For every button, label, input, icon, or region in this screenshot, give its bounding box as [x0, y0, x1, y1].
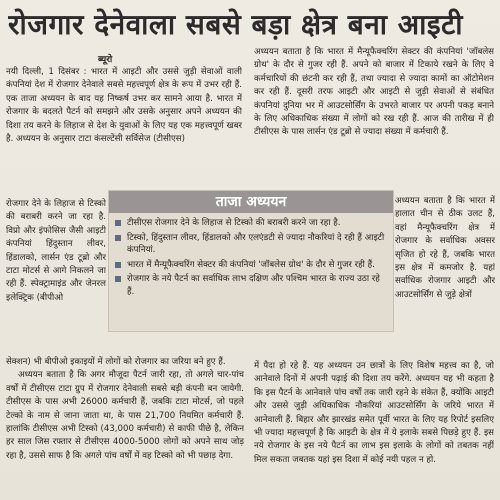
paragraph: में पैदा हो रहे हैं. यह अध्ययन उन छात्रों के लिए विशेष महत्त्व का है, जो आनेवाले दिनों में अपनी पढ़ाई की दिशा तय करेंगे. अध्ययन यह भी कहता है कि इस पैटर्न के आनेवाले पांच वर्षों तक जारी रहने के संकेत हैं, क्योंकि आइटी और उससे जुड़ी अधिकाधिक नौकरियां आउटसोर्सिंग के जरिये भारत में आनेवाली हैं. बिहार और झारखंड समेत पूर्वी भारत के लिए यह रिपोर्ट इसलिए भी ज्यादा महत्त्वपूर्ण है कि आइटी के क्षेत्र में ये इलाके सबसे पिछड़े हुए हैं. इस नये रोजगार के इस नये पैटर्न का लाभ इस इलाके के लोगों को तबतक नहीं मिल सकता जबतक यहां इस दिशा में कोई नयी पहल न हो.: [254, 361, 494, 465]
left-bottom-column: [6, 356, 244, 498]
paragraph: रोजगार देने के लिहाज से टिस्को की बराबरी करने जा रहा है. विप्रो और इंफोसिस जैसी आइटी कंपनियां हिंदुस्तान लीवर, हिंडालको, लार्सन एंड टूब्रो और टाटा मोटर्स से आगे निकलने जा रही हैं. स्पेक्ट्रामाइंड और जेनरल इलेक्ट्रिक (बीपीओ: [6, 199, 106, 303]
highlight-box-title: ताजा अध्ययन: [109, 191, 393, 213]
list-item: रोजगार के नये पैटर्न का सर्वाधिक लाभ दक्षिण और पश्चिम भारत के राज्य उठा रहे हैं.: [115, 273, 389, 298]
paragraph: अध्ययन बताता है कि भारत में हालात चीन से ठीक उलट हैं, वहां मैन्यूफैक्चरिंग क्षेत्र में रोजगार के सर्वाधिक अवसर सृजित हो रहे हैं, जबकि भारत इस क्षेत्र में कमजोर है. यहां सर्वाधिक रोजगार आइटी और आउटसोर्सिंग से जुड़े क्षेत्रों: [395, 196, 495, 300]
list-item: टीसीएस रोजगार देने के लिहाज से टिस्को की बराबरी करने जा रहा है.: [115, 217, 389, 230]
list-item: टिस्को, हिंदुस्तान लीवर, हिंडालको और एलएंडटी से ज्यादा नौकरियां दे रही हैं आइटी कंपनियां.: [115, 232, 389, 257]
highlight-box: [108, 190, 394, 332]
headline: रोजगार देनेवाला सबसे बड़ा क्षेत्र बना आइटी: [8, 8, 464, 41]
square-bullet-icon: [115, 262, 121, 268]
left-column: [6, 66, 242, 198]
right-bottom-column: [254, 360, 494, 498]
square-bullet-icon: [115, 235, 121, 241]
byline: ब्यूरो: [98, 55, 113, 65]
square-bullet-icon: [115, 276, 121, 282]
highlight-list: [115, 217, 389, 301]
paragraph: अध्ययन बताता है कि अगर मौजूदा पैटर्न जारी रहा, तो अगले चार-पांच वर्षों में टीसीएस टाटा ग्रुप में रोजगार देनेवाली सबसे बड़ी कंपनी बन जायेगी. टीसीएस के पास अभी 26000 कर्मचारी हैं, जबकि टाटा मोटर्स, जो पहले टेल्को के नाम से जाना जाता था, के पास 21,700 नियमित कर्मचारी हैं. हालांकि टीसीएस अभी टिस्को (43,000 कर्मचारी) से काफी पीछे है, लेकिन हर साल जिस रफ्तार से टीसीएस 4000-5000 लोगों को अपने साथ जोड़ रहा है, उससे साफ है कि अगले पांच वर्षों में वह टिस्को को भी पछाड़ देगा.: [6, 370, 244, 461]
right-narrow-column: [395, 195, 495, 359]
list-item: भारत में मैन्यूफैक्चरिंग सेक्टर की कंपनियां 'जॉबलेस ग्रोथ' के दौर से गुजर रही हैं.: [115, 259, 389, 272]
paragraph: नयी दिल्ली, 1 दिसंबर : भारत में आइटी और उससे जुड़ी सेवाओं वाली कंपनियां देश में रोजगार देनेवाले सबसे महत्त्वपूर्ण क्षेत्र के रूप में उभर रही हैं. एक ताजा अध्ययन के बाद यह निष्कर्ष उभर कर सामने आया है. भारत में रोजगार के बदलते पैटर्न को समझने और उसके अनुसार अपने अध्ययन की दिशा तय करने के लिहाज से देश के युवाओं के लिए यह एक महत्त्वपूर्ण खबर है. अध्ययन के अनुसार टाटा कंसल्टेंसी सर्विसेज (टीसीएस): [6, 67, 242, 145]
paragraph: अध्ययन बताता है कि भारत में मैन्यूफैक्चरिंग सेक्टर की कंपनियां 'जॉबलेस ग्रोथ' के दौर से गुजर रही हैं. अपने को बाजार में टिकाये रखने के लिए वे कर्मचारियों की छंटनी कर रही हैं, तथा ज्यादा से ज्यादा कामों का ऑटोमेशन कर रही हैं. दूसरी तरफ आइटी और आइटी से जुड़ी सेवाओं से संबंधित कंपनियां दुनिया भर में आउटसोर्सिंग के उभरते बाजार पर अपनी पकड़ बनाने के लिए अधिकाधिक संख्या में लोगों को रख रही हैं. आज की तारीख में ही टीसीएस के पास लार्सन एंड टूब्रो से ज्यादा संख्या में कर्मचारी हैं.: [254, 47, 494, 138]
left-narrow-column: [6, 198, 106, 356]
square-bullet-icon: [115, 220, 121, 226]
right-column: [254, 46, 494, 194]
paragraph: सेक्शन) भी बीपीओ इकाइयों में लोगों को रोजगार का जरिया बने हुए हैं.: [6, 357, 226, 367]
